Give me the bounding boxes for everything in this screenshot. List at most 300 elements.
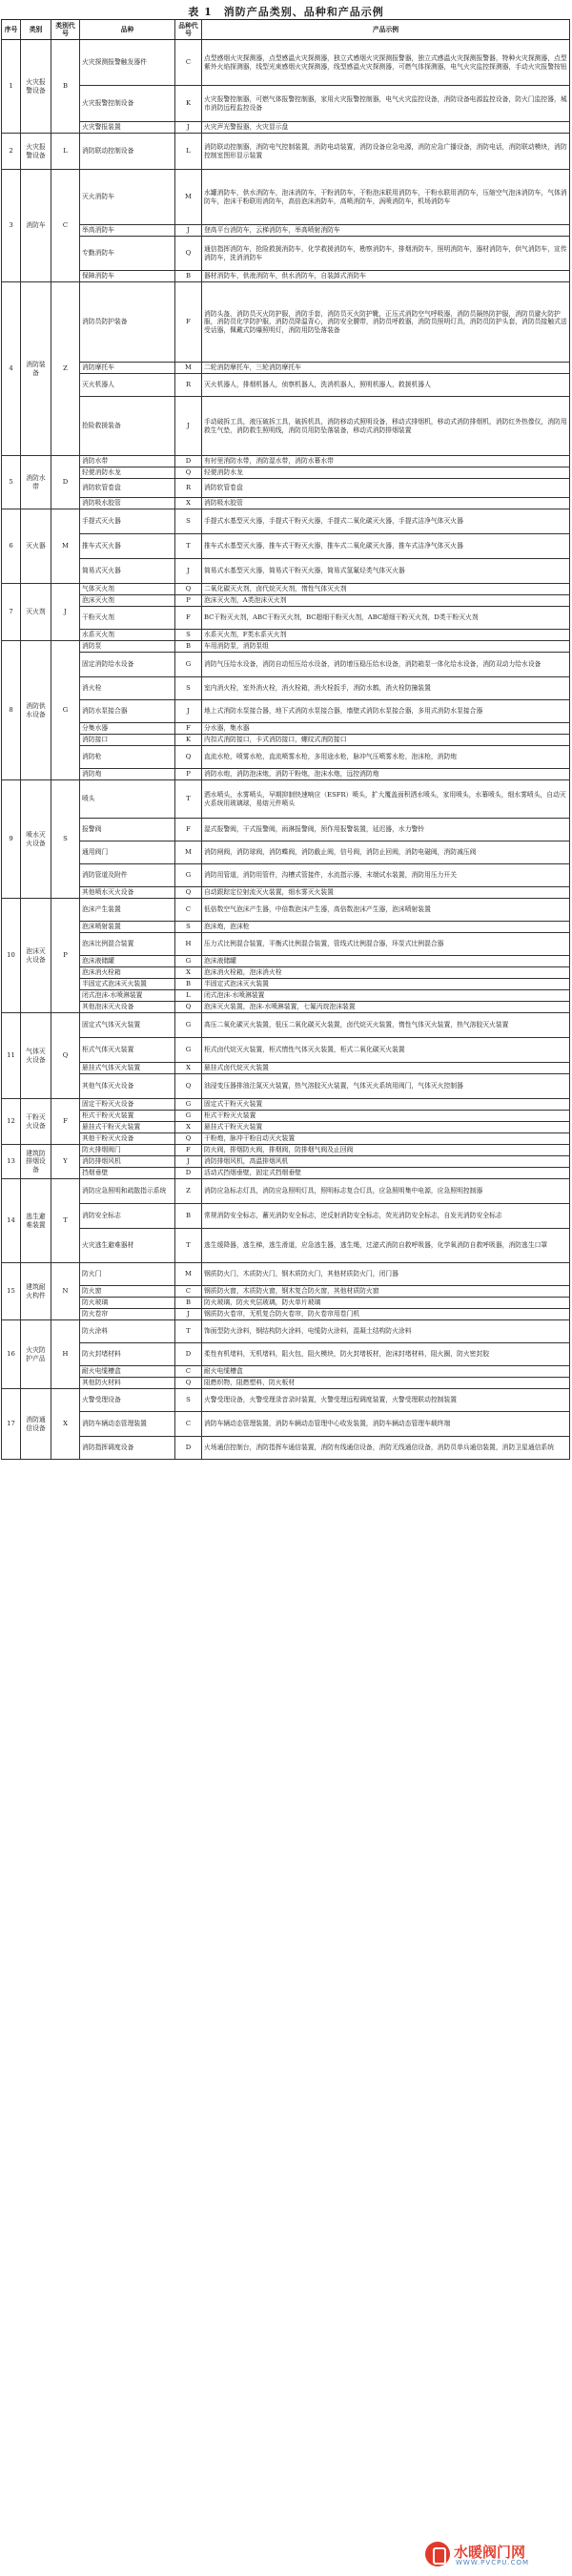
cell-examples: 器材消防车，供液消防车，供水消防车，自装卸式消防车 [202, 271, 570, 282]
table-row [2, 967, 570, 979]
cell-seq: 9 [2, 780, 21, 899]
cell-product-code: K [175, 735, 202, 746]
cell-product-type: 消防排烟风机 [80, 1156, 175, 1168]
cell-category: 消防车 [21, 170, 51, 282]
cell-product-code: X [175, 498, 202, 509]
cell-product-code: Z [175, 1179, 202, 1204]
header-product-code: 品种代号 [175, 20, 202, 40]
cell-category: 火灾报警设备 [21, 134, 51, 170]
cell-category: 泡沫灭火设备 [21, 899, 51, 1013]
cell-product-code: J [175, 1309, 202, 1320]
cell-product-code: Q [175, 467, 202, 479]
cell-product-type: 火灾警报装置 [80, 122, 175, 134]
table-row [2, 456, 570, 467]
header-product-type: 品种 [80, 20, 175, 40]
cell-examples: 车用消防泵，消防泵组 [202, 641, 570, 653]
table-row [2, 237, 570, 271]
cell-product-code: S [175, 509, 202, 534]
cell-product-code: X [175, 967, 202, 979]
cell-seq: 13 [2, 1145, 21, 1179]
cell-product-code: Q [175, 584, 202, 595]
cell-category: 灭火器 [21, 509, 51, 584]
table-row [2, 956, 570, 967]
cell-seq: 10 [2, 899, 21, 1013]
cell-examples: 活动式挡烟垂壁，固定式挡烟垂壁 [202, 1168, 570, 1179]
cell-examples: 防火玻璃，防火夹层玻璃，防火单片玻璃 [202, 1298, 570, 1309]
cell-product-code: S [175, 630, 202, 641]
cell-product-type: 抢险救援装备 [80, 397, 175, 456]
cell-category-code: C [51, 170, 80, 282]
cell-examples: 通信指挥消防车，抢险救援消防车，化学救援消防车，勘察消防车，排烟消防车，照明消防车，器材消防车，供气消防车，宣传消防车，洗消消防车 [202, 237, 570, 271]
table-row [2, 479, 570, 498]
cell-product-code: Q [175, 746, 202, 769]
table-row [2, 271, 570, 282]
table-row [2, 559, 570, 584]
table-row [2, 1099, 570, 1111]
table-row [2, 735, 570, 746]
cell-category: 火灾防护产品 [21, 1320, 51, 1389]
cell-category-code: N [51, 1263, 80, 1320]
table-row [2, 723, 570, 735]
cell-examples: 点型感烟火灾探测器，点型感温火灾探测器，独立式感烟火灾探测报警器，独立式感温火灾探测报警器，特种火灾探测器，点型紫外火焰探测器，线型光束感烟火灾探测器，线型感温火灾探测器，可燃气体探测器，电气火灾监控探测器，手动火灾报警按钮 [202, 40, 570, 86]
cell-examples: 推车式水基型灭火器，推车式干粉灭火器，推车式二氧化碳灭火器，推车式洁净气体灭火器 [202, 534, 570, 559]
cell-product-type: 防火卷帘 [80, 1309, 175, 1320]
cell-seq: 2 [2, 134, 21, 170]
cell-product-code: R [175, 374, 202, 397]
cell-examples: 水罐消防车，供水消防车，泡沫消防车，干粉消防车，干粉泡沫联用消防车，干粉水联用消防车，压缩空气泡沫消防车，气体消防车，泡沫干粉联用消防车，高倍泡沫消防车，高喷消防车，涡喷消防车，机场消防车 [202, 170, 570, 225]
watermark [425, 2542, 568, 2570]
cell-category: 干粉灭火设备 [21, 1099, 51, 1145]
cell-product-type: 灭火消防车 [80, 170, 175, 225]
cell-product-type: 消防接口 [80, 735, 175, 746]
cell-product-type: 消防炮 [80, 769, 175, 780]
cell-seq: 5 [2, 456, 21, 509]
table-row [2, 1204, 570, 1229]
cell-seq: 8 [2, 641, 21, 780]
cell-product-type: 消防员防护装备 [80, 282, 175, 363]
cell-examples: 消防气压给水设备，消防自动恒压给水设备，消防增压稳压给水设备，消防箱泵一体化给水设备，消防双动力给水设备 [202, 653, 570, 677]
table-row [2, 1389, 570, 1412]
table-row [2, 607, 570, 630]
table-row [2, 1366, 570, 1378]
table-row [2, 397, 570, 456]
cell-seq: 11 [2, 1013, 21, 1099]
table-row [2, 641, 570, 653]
cell-examples: 消防应急标志灯具，消防应急照明灯具，照明标志复合灯具，应急照明集中电源，应急照明控制器 [202, 1179, 570, 1204]
cell-product-type: 消防水泵接合器 [80, 700, 175, 723]
cell-product-code: R [175, 479, 202, 498]
cell-seq: 16 [2, 1320, 21, 1389]
cell-product-code: M [175, 1263, 202, 1286]
table-row [2, 990, 570, 1002]
cell-product-code: Q [175, 1378, 202, 1389]
cell-examples: 手提式水基型灭火器，手提式干粉灭火器，手提式二氧化碳灭火器，手提式洁净气体灭火器 [202, 509, 570, 534]
table-row [2, 653, 570, 677]
cell-product-type: 泡沫喷射装置 [80, 922, 175, 933]
cell-product-code: T [175, 1320, 202, 1343]
cell-product-code: G [175, 864, 202, 887]
cell-category: 气体灭火设备 [21, 1013, 51, 1099]
cell-seq: 12 [2, 1099, 21, 1145]
cell-examples: 泡沫炮，泡沫枪 [202, 922, 570, 933]
cell-product-code: X [175, 1122, 202, 1133]
cell-product-code: B [175, 979, 202, 990]
cell-product-code: T [175, 780, 202, 819]
cell-examples: 简易式水基型灭火器，简易式干粉灭火器，简易式氢氟烃类气体灭火器 [202, 559, 570, 584]
cell-seq: 6 [2, 509, 21, 584]
table-row [2, 933, 570, 956]
cell-product-type: 通用阀门 [80, 841, 175, 864]
table-row [2, 700, 570, 723]
cell-category: 喷水灭火设备 [21, 780, 51, 899]
table-row [2, 1263, 570, 1286]
cell-product-type: 喷头 [80, 780, 175, 819]
cell-examples: 消防车辆动态管理装置，消防车辆动态管理中心收发装置，消防车辆动态管理车载终端 [202, 1412, 570, 1437]
table-row [2, 887, 570, 899]
cell-category: 消防通信设备 [21, 1389, 51, 1460]
cell-product-type: 半固定式泡沫灭火装置 [80, 979, 175, 990]
cell-examples: 泡沫消火栓箱，泡沫消火栓 [202, 967, 570, 979]
cell-seq: 1 [2, 40, 21, 134]
cell-product-type: 手提式灭火器 [80, 509, 175, 534]
cell-product-code: Q [175, 237, 202, 271]
cell-examples: 闭式泡沫-水喷淋装置 [202, 990, 570, 1002]
table-row [2, 1168, 570, 1179]
cell-product-code: T [175, 1229, 202, 1263]
cell-examples: 高压二氧化碳灭火装置，低压二氧化碳灭火装置，卤代烷灭火装置，惰性气体灭火装置，热气溶胶灭火装置 [202, 1013, 570, 1038]
table-row [2, 1179, 570, 1204]
cell-product-type: 推车式灭火器 [80, 534, 175, 559]
cell-product-type: 防火封堵材料 [80, 1343, 175, 1366]
table-row [2, 1145, 570, 1156]
cell-examples: 钢质防火窗，木质防火窗，钢木复合防火窗，其他材质防火窗 [202, 1286, 570, 1298]
cell-examples: 火警受理设备，火警受理录音录时装置，火警受理远程调度装置，火警受理联动控制装置 [202, 1389, 570, 1412]
table-row [2, 677, 570, 700]
cell-examples: 消防排烟风机，高温排烟风机 [202, 1156, 570, 1168]
cell-product-type: 防火玻璃 [80, 1298, 175, 1309]
cell-product-type: 其他干粉灭火设备 [80, 1133, 175, 1145]
cell-examples: 泡沫灭火装置，泡沫-水喷淋装置，七氟丙烷泡沫装置 [202, 1002, 570, 1013]
cell-examples: 逃生缓降器，逃生梯，逃生滑道，应急逃生器，逃生绳，过滤式消防自救呼吸器，化学氧消防自救呼吸器，消防逃生口罩 [202, 1229, 570, 1263]
cell-product-type: 消防车辆动态管理装置 [80, 1412, 175, 1437]
cell-product-code: J [175, 397, 202, 456]
cell-category-code: L [51, 134, 80, 170]
cell-product-type: 泡沫产生装置 [80, 899, 175, 922]
cell-product-type: 柜式干粉灭火装置 [80, 1111, 175, 1122]
cell-examples: 消防联动控制器，消防电气控制装置，消防电动装置，消防设备应急电源，消防应急广播设备，消防电话，消防联动模块，消防控制室图形显示装置 [202, 134, 570, 170]
cell-product-type: 气体灭火剂 [80, 584, 175, 595]
table-row [2, 1038, 570, 1063]
cell-examples: 二氧化碳灭火剂，卤代烷灭火剂，惰性气体灭火剂 [202, 584, 570, 595]
cell-examples: 自动跟踪定位射流灭火装置，细水雾灭火装置 [202, 887, 570, 899]
table-body [2, 40, 570, 1460]
cell-examples: 耐火电缆槽盒 [202, 1366, 570, 1378]
cell-examples: 饰面型防火涂料，钢结构防火涂料，电缆防火涂料，混凝土结构防火涂料 [202, 1320, 570, 1343]
cell-product-code: G [175, 1111, 202, 1122]
cell-product-code: D [175, 1437, 202, 1460]
cell-examples: 洒水喷头，水雾喷头，早期抑制快速响应（ESFR）喷头，扩大覆盖面积洒水喷头，家用喷头，水幕喷头，细水雾喷头，自动灭火系统用玻璃球，易熔元件喷头 [202, 780, 570, 819]
cell-examples: 固定式干粉灭火装置 [202, 1099, 570, 1111]
cell-product-code: C [175, 899, 202, 922]
cell-product-type: 其他防火材料 [80, 1378, 175, 1389]
cell-product-code: H [175, 933, 202, 956]
cell-category-code: Y [51, 1145, 80, 1179]
cell-examples: 阻燃织物，阻燃塑料，防火板材 [202, 1378, 570, 1389]
cell-product-type: 火灾探测报警触发器件 [80, 40, 175, 86]
table-row [2, 899, 570, 922]
cell-category-code: F [51, 1099, 80, 1145]
cell-examples: 钢质防火卷帘，无机复合防火卷帘，防火卷帘用卷门机 [202, 1309, 570, 1320]
cell-product-code: D [175, 1343, 202, 1366]
cell-examples: 登高平台消防车，云梯消防车，举高喷射消防车 [202, 225, 570, 237]
cell-examples: 消防软管卷盘 [202, 479, 570, 498]
table-row [2, 374, 570, 397]
table-row [2, 595, 570, 607]
cell-category: 消防装备 [21, 282, 51, 456]
cell-examples: 半固定式泡沫灭火装置 [202, 979, 570, 990]
table-row [2, 769, 570, 780]
table-title: 表 1 消防产品类别、品种和产品示例 [188, 6, 384, 18]
cell-category-code: D [51, 456, 80, 509]
cell-examples: 火灾声光警报器，火灾显示盘 [202, 122, 570, 134]
cell-product-type: 泡沫消火栓箱 [80, 967, 175, 979]
cell-product-type: 分集水器 [80, 723, 175, 735]
header-seq: 序号 [2, 20, 21, 40]
table-row [2, 584, 570, 595]
table-row [2, 1378, 570, 1389]
cell-product-type: 举高消防车 [80, 225, 175, 237]
cell-category-code: S [51, 780, 80, 899]
cell-product-code: J [175, 700, 202, 723]
cell-examples: 手动破拆工具，液压破拆工具，破拆机具，消防移动式照明设备，移动式排烟机，移动式消防排烟机，消防红外热像仪，消防用救生气垫，消防救生照明线，消防员用防坠落装备，移动式消防排烟装置 [202, 397, 570, 456]
cell-examples: 干粉炮，脉冲干粉自动灭火装置 [202, 1133, 570, 1145]
cell-examples: 内扣式消防接口，卡式消防接口，螺纹式消防接口 [202, 735, 570, 746]
cell-category: 消防水带 [21, 456, 51, 509]
cell-product-type: 泡沫液储罐 [80, 956, 175, 967]
cell-examples: 消防用管道，消防用管件，沟槽式管接件，水流指示器，末端试水装置，消防用压力开关 [202, 864, 570, 887]
table-row [2, 1122, 570, 1133]
cell-category-code: P [51, 899, 80, 1013]
table-row [2, 1343, 570, 1366]
cell-examples: 消防水炮，消防泡沫炮，消防干粉炮，泡沫水炮，远控消防炮 [202, 769, 570, 780]
cell-seq: 15 [2, 1263, 21, 1320]
cell-examples: 湿式报警阀，干式报警阀，雨淋报警阀，预作用报警装置，延迟器，水力警铃 [202, 819, 570, 841]
cell-product-type: 消防水带 [80, 456, 175, 467]
cell-product-code: G [175, 1013, 202, 1038]
cell-product-code: Q [175, 1002, 202, 1013]
cell-product-code: Q [175, 887, 202, 899]
cell-product-code: B [175, 271, 202, 282]
cell-product-type: 消防指挥调度设备 [80, 1437, 175, 1460]
table-row [2, 1133, 570, 1145]
cell-product-code: J [175, 225, 202, 237]
table-row [2, 86, 570, 122]
cell-product-type: 泡沫比例混合装置 [80, 933, 175, 956]
cell-product-type: 悬挂式气体灭火装置 [80, 1063, 175, 1074]
table-row [2, 1156, 570, 1168]
table-header-row [2, 20, 570, 40]
cell-examples: 火灾报警控制器，可燃气体报警控制器，家用火灾报警控制器，电气火灾监控设备，消防设备电源监控设备，防火门监控器，城市消防远程监控设备 [202, 86, 570, 122]
cell-examples: 轻便消防水龙 [202, 467, 570, 479]
cell-product-type: 消防泵 [80, 641, 175, 653]
table-row [2, 1309, 570, 1320]
cell-seq: 3 [2, 170, 21, 282]
cell-product-type: 防火涂料 [80, 1320, 175, 1343]
cell-category: 逃生避难装置 [21, 1179, 51, 1263]
cell-examples: 消防闸阀，消防球阀，消防蝶阀，消防截止阀，信号阀，消防止回阀，消防电磁阀，消防减压阀 [202, 841, 570, 864]
cell-examples: 分水器，集水器 [202, 723, 570, 735]
cell-product-code: B [175, 641, 202, 653]
table-row [2, 509, 570, 534]
cell-product-type: 其他喷水灭火设备 [80, 887, 175, 899]
cell-product-code: L [175, 134, 202, 170]
header-category: 类别 [21, 20, 51, 40]
table-row [2, 630, 570, 641]
cell-product-code: C [175, 1366, 202, 1378]
cell-category-code: Q [51, 1013, 80, 1099]
cell-product-type: 固定干粉灭火设备 [80, 1099, 175, 1111]
cell-product-code: K [175, 86, 202, 122]
cell-product-code: L [175, 990, 202, 1002]
table-row [2, 979, 570, 990]
table-row [2, 922, 570, 933]
table-row [2, 122, 570, 134]
cell-product-type: 固定消防给水设备 [80, 653, 175, 677]
watermark-logo-icon [425, 2542, 450, 2566]
cell-examples: 直流水枪，喷雾水枪，直流喷雾水枪，多用途水枪，脉冲气压喷雾水枪，泡沫枪，消防炮 [202, 746, 570, 769]
cell-product-code: G [175, 1038, 202, 1063]
cell-product-code: S [175, 677, 202, 700]
cell-product-type: 固定式气体灭火装置 [80, 1013, 175, 1038]
table-row [2, 1320, 570, 1343]
cell-examples: 灭火机器人，排烟机器人，侦察机器人，洗消机器人，照明机器人，救援机器人 [202, 374, 570, 397]
table-row [2, 780, 570, 819]
cell-product-type: 防火窗 [80, 1286, 175, 1298]
cell-product-type: 泡沫灭火剂 [80, 595, 175, 607]
table-row [2, 40, 570, 86]
cell-category-code: M [51, 509, 80, 584]
cell-examples: 压力式比例混合装置，平衡式比例混合装置，管线式比例混合器，环泵式比例混合器 [202, 933, 570, 956]
cell-product-code: T [175, 534, 202, 559]
cell-product-code: F [175, 723, 202, 735]
cell-category: 灭火剂 [21, 584, 51, 641]
table-row [2, 841, 570, 864]
cell-product-code: J [175, 122, 202, 134]
cell-seq: 17 [2, 1389, 21, 1460]
cell-category: 建筑耐火构件 [21, 1263, 51, 1320]
cell-seq: 14 [2, 1179, 21, 1263]
cell-product-code: C [175, 1412, 202, 1437]
cell-examples: 油浸变压器排油注氮灭火装置，热气溶胶灭火装置，气体灭火系统用阀门，气体灭火控制器 [202, 1074, 570, 1099]
cell-product-code: M [175, 363, 202, 374]
cell-category-code: Z [51, 282, 80, 456]
cell-examples: 低倍数空气泡沫产生器，中倍数泡沫产生器，高倍数泡沫产生器，泡沫喷射装置 [202, 899, 570, 922]
cell-product-type: 消防安全标志 [80, 1204, 175, 1229]
table-row [2, 1229, 570, 1263]
watermark-url: WWW.PVCPU.COM [456, 2559, 530, 2566]
cell-examples: 钢质防火门，木质防火门，钢木质防火门，其他材质防火门，闭门器 [202, 1263, 570, 1286]
cell-product-code: P [175, 595, 202, 607]
cell-product-code: S [175, 1389, 202, 1412]
cell-product-type: 火灾逃生避难器材 [80, 1229, 175, 1263]
cell-product-type: 消防联动控制设备 [80, 134, 175, 170]
cell-examples: 二轮消防摩托车，三轮消防摩托车 [202, 363, 570, 374]
cell-product-code: J [175, 559, 202, 584]
cell-product-type: 灭火机器人 [80, 374, 175, 397]
cell-examples: 柔性有机堵料，无机堵料，阻火包，阻火模块，防火封堵板材，泡沫封堵材料，阻火圈，防火密封胶 [202, 1343, 570, 1366]
header-examples: 产品示例 [202, 20, 570, 40]
cell-examples: 消防吸水胶管 [202, 498, 570, 509]
cell-product-type: 消防软管卷盘 [80, 479, 175, 498]
table-row [2, 467, 570, 479]
cell-product-type: 消防应急照明和疏散指示系统 [80, 1179, 175, 1204]
cell-product-type: 耐火电缆槽盒 [80, 1366, 175, 1378]
cell-category: 火灾报警设备 [21, 40, 51, 134]
cell-examples: 悬挂式干粉灭火装置 [202, 1122, 570, 1133]
cell-product-type: 轻便消防水龙 [80, 467, 175, 479]
cell-product-code: J [175, 1156, 202, 1168]
table-row [2, 746, 570, 769]
cell-category-code: T [51, 1179, 80, 1263]
table-row [2, 225, 570, 237]
cell-product-type: 其他气体灭火设备 [80, 1074, 175, 1099]
table-row [2, 1286, 570, 1298]
cell-product-type: 其他泡沫灭火设备 [80, 1002, 175, 1013]
cell-product-code: Q [175, 1074, 202, 1099]
table-row [2, 1063, 570, 1074]
table-row [2, 1013, 570, 1038]
cell-product-type: 火警受理设备 [80, 1389, 175, 1412]
cell-product-type: 消防摩托车 [80, 363, 175, 374]
cell-product-code: X [175, 1063, 202, 1074]
cell-examples: 室内消火栓，室外消火栓，消火栓箱，消火栓扳手，消防水鹤，消火栓防撞装置 [202, 677, 570, 700]
table-row [2, 134, 570, 170]
cell-product-code: C [175, 40, 202, 86]
cell-product-type: 水系灭火剂 [80, 630, 175, 641]
table-row [2, 1298, 570, 1309]
table-row [2, 1002, 570, 1013]
cell-product-code: G [175, 956, 202, 967]
cell-product-code: F [175, 819, 202, 841]
cell-product-type: 专勤消防车 [80, 237, 175, 271]
cell-examples: 防火阀，排烟防火阀，排烟阀，防排烟气阀及止回阀 [202, 1145, 570, 1156]
cell-product-code: D [175, 1168, 202, 1179]
cell-product-type: 柜式气体灭火装置 [80, 1038, 175, 1063]
cell-examples: 柜式卤代烷灭火装置，柜式惰性气体灭火装置，柜式二氧化碳灭火装置 [202, 1038, 570, 1063]
cell-examples: 地上式消防水泵接合器，地下式消防水泵接合器，墙壁式消防水泵接合器，多用式消防水泵接合器 [202, 700, 570, 723]
cell-seq: 4 [2, 282, 21, 456]
cell-product-code: G [175, 1099, 202, 1111]
table-row [2, 864, 570, 887]
cell-product-type: 简易式灭火器 [80, 559, 175, 584]
table-row [2, 1412, 570, 1437]
table-row [2, 498, 570, 509]
table-row [2, 534, 570, 559]
cell-product-type: 保障消防车 [80, 271, 175, 282]
cell-examples: 柜式干粉灭火装置 [202, 1111, 570, 1122]
cell-product-code: M [175, 841, 202, 864]
cell-product-code: D [175, 456, 202, 467]
cell-product-type: 消防管道及附件 [80, 864, 175, 887]
cell-category-code: G [51, 641, 80, 780]
cell-examples: 泡沫液储罐 [202, 956, 570, 967]
cell-product-code: G [175, 653, 202, 677]
cell-category-code: X [51, 1389, 80, 1460]
cell-seq: 7 [2, 584, 21, 641]
cell-product-type: 消火栓 [80, 677, 175, 700]
cell-product-type: 消防吸水胶管 [80, 498, 175, 509]
cell-category: 建筑防排烟设备 [21, 1145, 51, 1179]
